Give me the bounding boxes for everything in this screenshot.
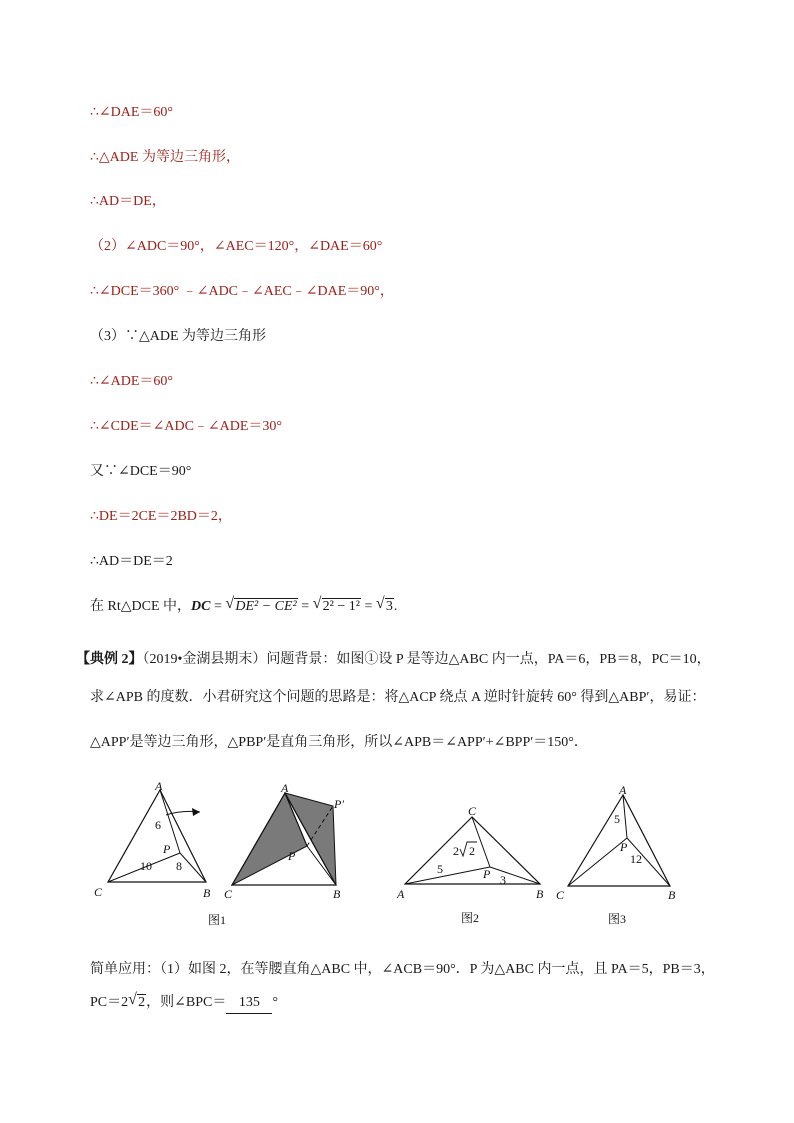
example-line-2: 求∠APB 的度数．小君研究这个问题的思路是：将△ACP 绕点 A 逆时针旋转 60° 得到△ABP′，易证： (90, 690, 706, 705)
fig2-caption: 图2 (461, 911, 480, 925)
rt-eq2: = (297, 599, 313, 614)
solution-line-4: （2）∠ADC＝90°，∠AEC＝120°，∠DAE＝60° (90, 239, 383, 254)
rt-eq3: = (360, 599, 376, 614)
fig1b-label-a: A (281, 781, 289, 795)
solution-line-9: 又∵∠DCE＝90° (90, 464, 192, 479)
fig2-label-b: B (536, 887, 544, 901)
fig2-len-pc-rad: 2 (469, 844, 475, 858)
fig1-label-c: C (94, 885, 103, 899)
application-mid: ，则∠BPC＝ (146, 995, 227, 1010)
figure-2 (396, 804, 544, 901)
fig1b-label-b: B (333, 887, 341, 901)
example-line-3: △APP′是等边三角形，△PBP′是直角三角形，所以∠APB＝∠APP′+∠BPP′＝150°． (90, 735, 588, 750)
fig2-len-pc-coef: 2 (453, 844, 459, 858)
fig1-caption: 图1 (208, 913, 227, 927)
solution-line-8: ∴∠CDE＝∠ADC﹣∠ADE＝30° (90, 419, 283, 434)
fig1-len-pc: 10 (140, 859, 152, 873)
rt-dc: DC (191, 599, 211, 614)
fig3-pc (568, 838, 627, 886)
example-text-1: （2019•金湖县期末）问题背景：如图①设 P 是等边△ABC 内一点，PA＝6，PB＝8，PC＝10， (142, 652, 711, 667)
rt-eq1: = (210, 599, 226, 614)
solution-line-3: ∴AD＝DE， (90, 194, 166, 209)
fig2-len-pb: 3 (500, 873, 506, 887)
fig1-label-a: A (155, 779, 163, 793)
fig3-len-pa: 5 (614, 812, 620, 826)
fig3-len-pc: 12 (630, 852, 642, 866)
rt-end: . (393, 599, 398, 614)
fig2-label-c: C (468, 804, 477, 818)
solution-line-11: ∴AD＝DE＝2 (90, 554, 173, 569)
fig2-label-a: A (397, 887, 405, 901)
rt-radicand-1: DE² − CE² (235, 599, 297, 614)
application-pc-radicand: 2 (138, 995, 146, 1010)
solution-line-2: ∴△ADE 为等边三角形， (90, 150, 240, 165)
solution-line-7: ∴∠ADE＝60° (90, 374, 174, 389)
application-pc-prefix: PC＝2 (90, 995, 129, 1010)
fig1-len-pa: 6 (155, 818, 161, 832)
figure-1 (94, 779, 211, 900)
fig1-len-pb: 8 (176, 859, 182, 873)
fig3-triangle (568, 795, 670, 886)
application-line-1: 简单应用：（1）如图 2，在等腰直角△ABC 中，∠ACB＝90°．P 为△ABC 内一点，且 PA＝5，PB＝3， (90, 962, 715, 977)
solution-line-6: （3）∵△ADE 为等边三角形 (90, 329, 267, 344)
answer-blank[interactable]: 135 (226, 993, 272, 1014)
fig1b-label-p: P (288, 849, 296, 863)
fig3-label-b: B (668, 888, 676, 902)
fig1b-label-c: C (224, 887, 233, 901)
rt-prefix: 在 Rt△DCE 中， (90, 599, 191, 614)
rt-radicand-3: 3 (385, 599, 393, 614)
figure-1b (224, 781, 344, 901)
fig1-label-p: P (163, 842, 171, 856)
fig1-pb (180, 853, 206, 882)
fig1b-label-p-prime: P′ (334, 797, 344, 811)
fig3-label-p: P (620, 840, 628, 854)
fig3-label-c: C (556, 888, 565, 902)
rt-radicand-2: 2² − 1² (322, 599, 360, 614)
fig1-label-b: B (203, 886, 211, 900)
fig3-caption: 图3 (608, 912, 627, 926)
fig1-triangle (108, 790, 206, 882)
fig1-arrow-head (192, 808, 200, 816)
fig2-len-pa: 5 (437, 862, 443, 876)
example-label: 【典例 2】 (76, 652, 143, 667)
solution-line-10: ∴DE＝2CE＝2BD＝2， (90, 509, 232, 524)
fig2-pb (490, 867, 540, 884)
figure-3 (556, 783, 676, 902)
solution-line-5: ∴∠DCE＝360° ﹣∠ADC﹣∠AEC﹣∠DAE＝90°， (90, 284, 394, 299)
application-line-2 (90, 993, 278, 1014)
solution-line-1: ∴∠DAE＝60° (90, 105, 174, 120)
application-deg: ° (272, 995, 278, 1010)
application-pc-radical (128, 993, 146, 1013)
fig2-pa (405, 867, 490, 884)
fig2-label-p: P (483, 867, 491, 881)
fig3-label-a: A (619, 783, 627, 797)
